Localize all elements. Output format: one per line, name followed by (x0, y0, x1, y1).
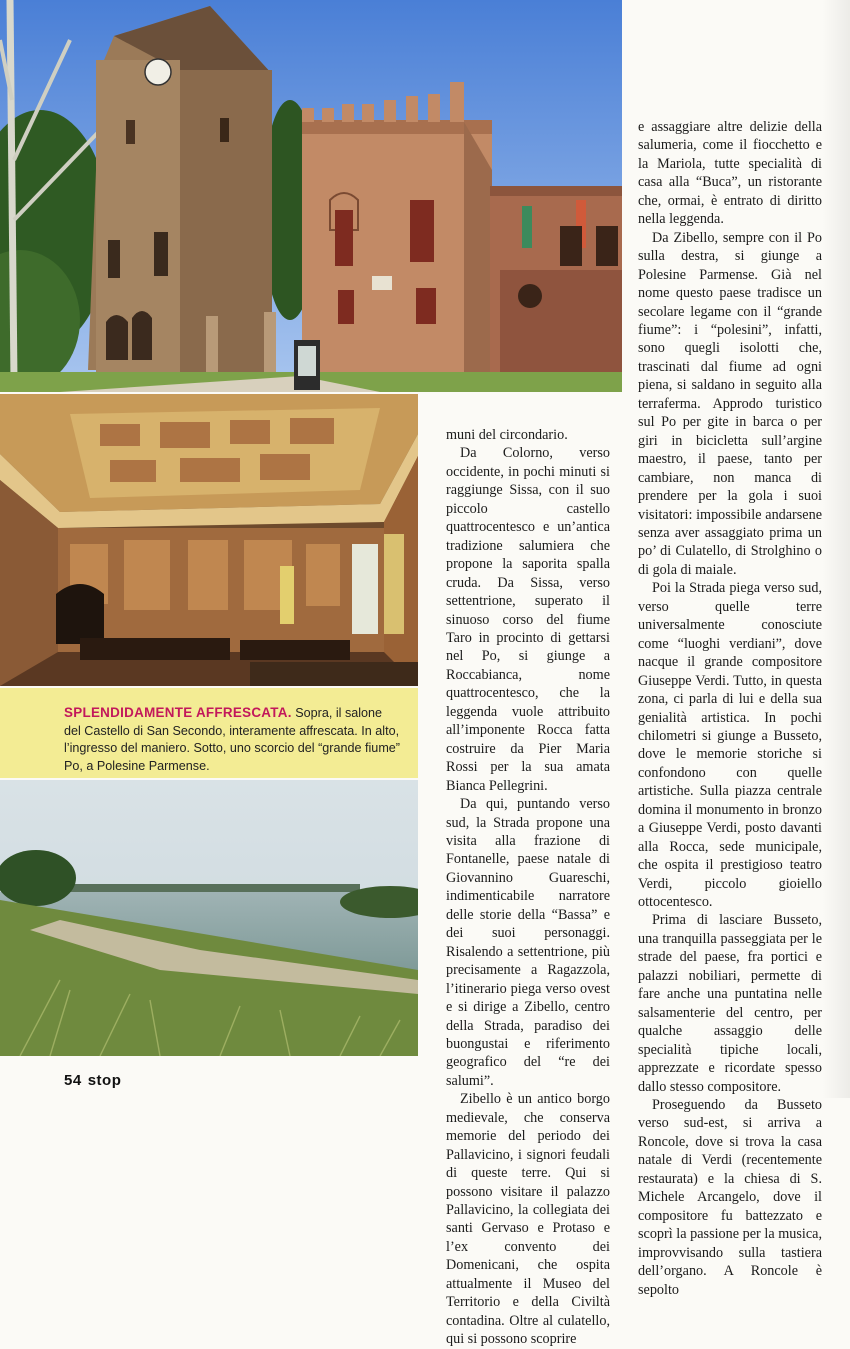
paragraph: Proseguendo da Busseto verso sud-est, si arriva a Roncole, dove si trova la casa natale di Verdi (recentemente restaurata) e la chiesa di S. Michele Arcangelo, dove il compositore fu battezzato e scoprì la passione per la musica, improvvisando sulla tastiera dell’organo. A Roncole è sepolto (638, 1097, 822, 1298)
page-fold-shadow (822, 0, 850, 1098)
paragraph: Da Zibello, sempre con il Po sulla destra, si giunge a Polesine Parmense. Già nel nome questo paese tradisce un secolare legame con il “grande fiume”: i “polesini”, infatti, sono quegli isolotti che, trascinati dal fiume ad ogni piena, si saldano in seguito alla terraferma. Approdo turistico sul Po per gite in barca o per giri in bicicletta sull’argine maestro, il paese, tanto per cambiare, non manca di prendere per la gola i suoi visitatori: impossibile andarsene senza aver assaggiato prima un po’ di Culatello, di Strolghino o di gola di maiale. (638, 229, 822, 578)
paragraph: Zibello è un antico borgo medievale, che conserva memorie del periodo dei Pallavicino, i signori feudali di queste terre. Qui si possono visitare il palazzo Pallavicino, la collegiata dei santi Gervaso e Protaso e l’ex convento dei Domenicani, che ospita attualmente il Museo del Territorio e della Civiltà contadina. Oltre al culatello, qui si possono scoprire (446, 1091, 610, 1348)
page-number: 54 (64, 1072, 82, 1089)
magazine-name: stop (87, 1072, 122, 1089)
photo-caption (0, 688, 418, 778)
paragraph: e assaggiare altre delizie della salumeria, come il fiocchetto e la Mariola, tutte specialità di casa alla “Buca”, un ristorante che, ormai, è entrato di diritto nella leggenda. (638, 119, 822, 228)
caption-headline: SPLENDIDAMENTE AFFRESCATA. (64, 705, 292, 720)
paragraph: muni del circondario. (446, 427, 568, 443)
paragraph: Prima di lasciare Busseto, una tranquilla passeggiata per le strade del paese, fra portici e palazzi nobiliari, permette di fare anche una puntatina nelle salsamenterie del centro, per qualche assaggio delle specialità tipiche locali, apprezzate e ricordate spesso dallo stesso compositore. (638, 912, 822, 1095)
paragraph: Da qui, puntando verso sud, la Strada propone una visita alla frazione di Fontanelle, paese natale di Giovannino Guareschi, indimenticabile narratore delle storie della “Bassa” e dei suoi personaggi. Risalendo a settentrione, più precisamente a Ragazzola, l’itinerario piega verso ovest e si dirige a Zibello, centro della Strada, paradiso dei buongustai e riferimento geografico del “re dei salumi”. (446, 796, 610, 1089)
article-column-middle (446, 426, 610, 1349)
castle-photo (0, 0, 622, 392)
paragraph: Poi la Strada piega verso sud, verso quelle terre universalmente conosciute come “luoghi verdiani”, dove nacque il grande compositore Giuseppe Verdi. Tutto, in questa zona, ci parla di lui e della sua genialità artistica. In pochi chilometri si giunge a Busseto, dove le memorie storiche si confondono con quelle artistiche. Sulla piazza centrale domina il monumento in bronzo a Giuseppe Verdi, posto davanti alla Rocca, sede municipale, che ospita il prestigioso teatro Verdi, piccolo gioiello ottocentesco. (638, 580, 822, 911)
paragraph: Da Colorno, verso occidente, in pochi minuti si raggiunge Sissa, con il suo piccolo castello quattrocentesco e un’antica tradizione salumiera che propone la saporita spalla cruda. Da Sissa, verso settentrione, superato il sinuoso corso del fiume Taro in procinto di gettarsi nel Po, si giunge a Roccabianca, nome quattrocentesco, che la leggenda vuole attribuito all’imponente Rocca fatta costruire da Pier Maria Rossi per la sua amata Bianca Pellegrini. (446, 445, 610, 794)
river-po-photo (0, 780, 418, 1056)
frescoed-hall-photo (0, 394, 418, 686)
caption-text: Sopra, il salone del Castello di San Secondo, interamente affrescata. In alto, l’ingresso del maniero. Sotto, uno scorcio del “grande fiume” Po, a Polesine Parmense. (64, 706, 401, 773)
page-footer (64, 1072, 121, 1089)
article-column-right (638, 118, 822, 1299)
